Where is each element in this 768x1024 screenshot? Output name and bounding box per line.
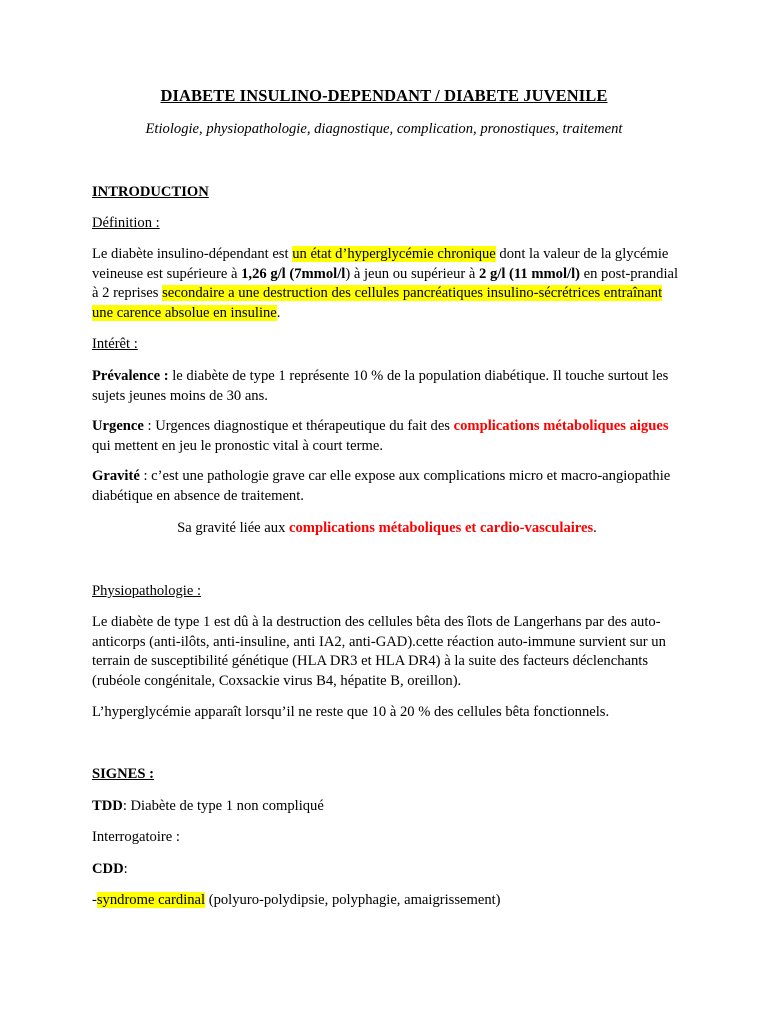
definition-text: dont la valeur de la glycémie veineuse est supérieure à [92, 246, 669, 282]
interet-label: Intérêt : [92, 336, 138, 352]
urgence-red-complications: complications métaboliques aigues [453, 418, 669, 434]
tdd-line [92, 797, 682, 817]
definition-text: en post-prandial à 2 reprises [92, 265, 679, 301]
syndrome-prefix: - [92, 892, 97, 908]
definition-text: Le diabète insulino-dépendant est [92, 246, 293, 262]
interrogatoire-line: Interrogatoire : [92, 829, 180, 845]
document-subtitle: Etiologie, physiopathologie, diagnostique, complication, pronostiques, traitement [145, 121, 623, 137]
urgence-label: Urgence [92, 418, 144, 434]
urgence-text: qui mettent en jeu le pronostic vital à court terme. [92, 437, 383, 454]
prevalence-paragraph [92, 367, 682, 406]
cdd-text: : [123, 861, 128, 877]
definition-highlight-hyperglycemie: un état d’hyperglycémie chronique [292, 246, 496, 262]
gravite-note [92, 519, 682, 539]
syndrome-line [92, 891, 682, 911]
prevalence-label: Prévalence : [92, 368, 169, 384]
urgence-text: : Urgences diagnostique et thérapeutique du fait des [143, 418, 454, 434]
tdd-text: : Diabète de type 1 non compliqué [122, 798, 324, 814]
definition-label: Définition : [92, 215, 160, 231]
definition-highlight-destruction: secondaire a une destruction des cellules pancréatiques insulino-sécrétrices entraînant une carence absolue en insuline [92, 285, 663, 321]
cdd-label: CDD [92, 861, 124, 877]
definition-text: . [276, 304, 281, 321]
gravite-note-red: complications métaboliques et cardio-vasculaires [289, 520, 594, 536]
document-title: DIABETE INSULINO-DEPENDANT / DIABETE JUVENILE [160, 86, 608, 105]
definition-postprandial-threshold: 2 g/l (11 mmol/l) [479, 265, 580, 282]
gravite-paragraph [92, 467, 682, 506]
syndrome-text: (polyuro-polydipsie, polyphagie, amaigrissement) [205, 892, 501, 908]
hyperglycemie-paragraph: L’hyperglycémie apparaît lorsqu’il ne reste que 10 à 20 % des cellules bêta fonctionnels. [92, 704, 610, 720]
syndrome-highlight: syndrome cardinal [96, 892, 206, 908]
gravite-note-text: . [593, 520, 597, 536]
prevalence-text: le diabète de type 1 représente 10 % de la population diabétique. Il touche surtout les sujets jeunes moins de 30 ans. [92, 368, 669, 404]
tdd-label: TDD [92, 798, 123, 814]
gravite-text: : c’est une pathologie grave car elle expose aux complications micro et macro-angiopathie diabétique en absence de traitement. [92, 468, 671, 504]
gravite-note-text: Sa gravité liée aux [177, 520, 290, 536]
definition-text: ) à jeun ou supérieur à [345, 265, 480, 282]
introduction-heading: INTRODUCTION [92, 184, 209, 200]
gravite-label: Gravité [92, 468, 140, 484]
signes-heading: SIGNES : [92, 766, 155, 782]
physiopathologie-paragraph: Le diabète de type 1 est dû à la destruction des cellules bêta des îlots de Langerhans par des auto-anticorps (anti-ilôts, anti-insuline, anti IA2, anti-GAD).cette réaction auto-immune survient sur un terrain de susceptibilité génétique (HLA DR3 et HLA DR4) à la suite des facteurs déclenchants (rubéole congénitale, Coxsackie virus B4, hépatite B, oreillon). [92, 614, 666, 689]
physiopathologie-heading: Physiopathologie : [92, 583, 202, 599]
definition-paragraph [92, 245, 682, 323]
definition-fasting-threshold: 1,26 g/l (7mmol/l [241, 265, 346, 282]
cdd-line [92, 860, 682, 880]
urgence-paragraph [92, 417, 682, 456]
